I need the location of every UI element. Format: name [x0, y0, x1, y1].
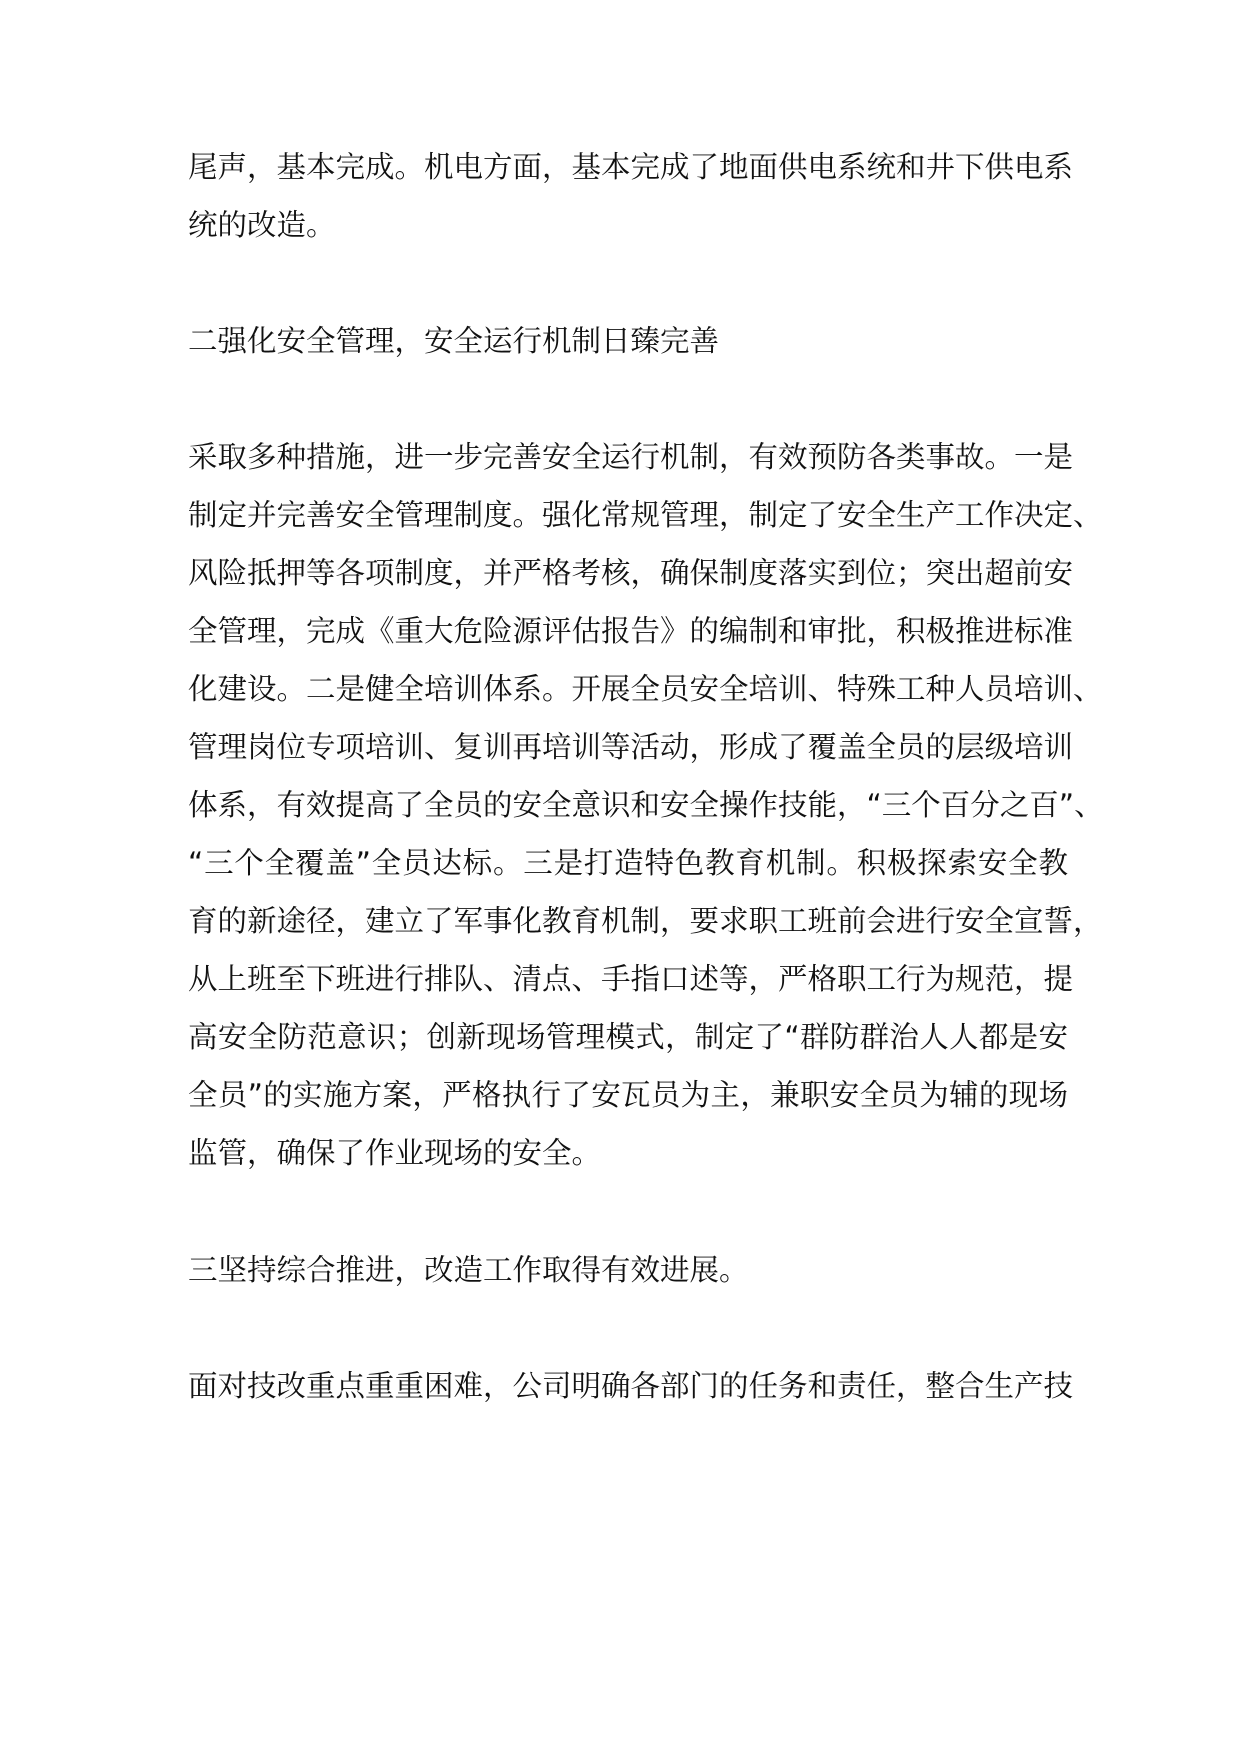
paragraph-3-line-1: 面对技改重点重重困难，公司明确各部门的任务和责任，整合生产技: [188, 1369, 1074, 1403]
paragraph-2-line-2: 制定并完善安全管理制度。强化常规管理，制定了安全生产工作决定、: [188, 498, 1103, 532]
section-heading-2: 二强化安全管理，安全运行机制日臻完善: [188, 324, 720, 358]
paragraph-2-line-6: 管理岗位专项培训、复训再培训等活动，形成了覆盖全员的层级培训: [188, 730, 1074, 764]
paragraph-2-line-1: 采取多种措施，进一步完善安全运行机制，有效预防各类事故。一是: [188, 440, 1074, 474]
paragraph-2-line-9: 育的新途径，建立了军事化教育机制，要求职工班前会进行安全宣誓，: [188, 904, 1103, 938]
paragraph-1-line-1: 尾声，基本完成。机电方面，基本完成了地面供电系统和井下供电系: [188, 150, 1074, 184]
paragraph-2-line-13: 监管，确保了作业现场的安全。: [188, 1136, 602, 1170]
paragraph-1-line-2: 统的改造。: [188, 208, 336, 242]
section-heading-3: 三坚持综合推进，改造工作取得有效进展。: [188, 1253, 749, 1287]
paragraph-2-line-10: 从上班至下班进行排队、清点、手指口述等，严格职工行为规范，提: [188, 962, 1074, 996]
paragraph-2-line-8: “三个全覆盖”全员达标。三是打造特色教育机制。积极探索安全教: [188, 846, 1068, 880]
paragraph-2-line-11: 高安全防范意识；创新现场管理模式，制定了“群防群治人人都是安: [188, 1020, 1068, 1054]
paragraph-2-line-3: 风险抵押等各项制度，并严格考核，确保制度落实到位；突出超前安: [188, 556, 1074, 590]
paragraph-2-line-4: 全管理，完成《重大危险源评估报告》的编制和审批，积极推进标准: [188, 614, 1074, 648]
paragraph-2-line-5: 化建设。二是健全培训体系。开展全员安全培训、特殊工种人员培训、: [188, 672, 1103, 706]
paragraph-2-line-12: 全员”的实施方案，严格执行了安瓦员为主，兼职安全员为辅的现场: [188, 1078, 1068, 1112]
paragraph-2-line-7: 体系，有效提高了全员的安全意识和安全操作技能，“三个百分之百”、: [188, 788, 1104, 822]
